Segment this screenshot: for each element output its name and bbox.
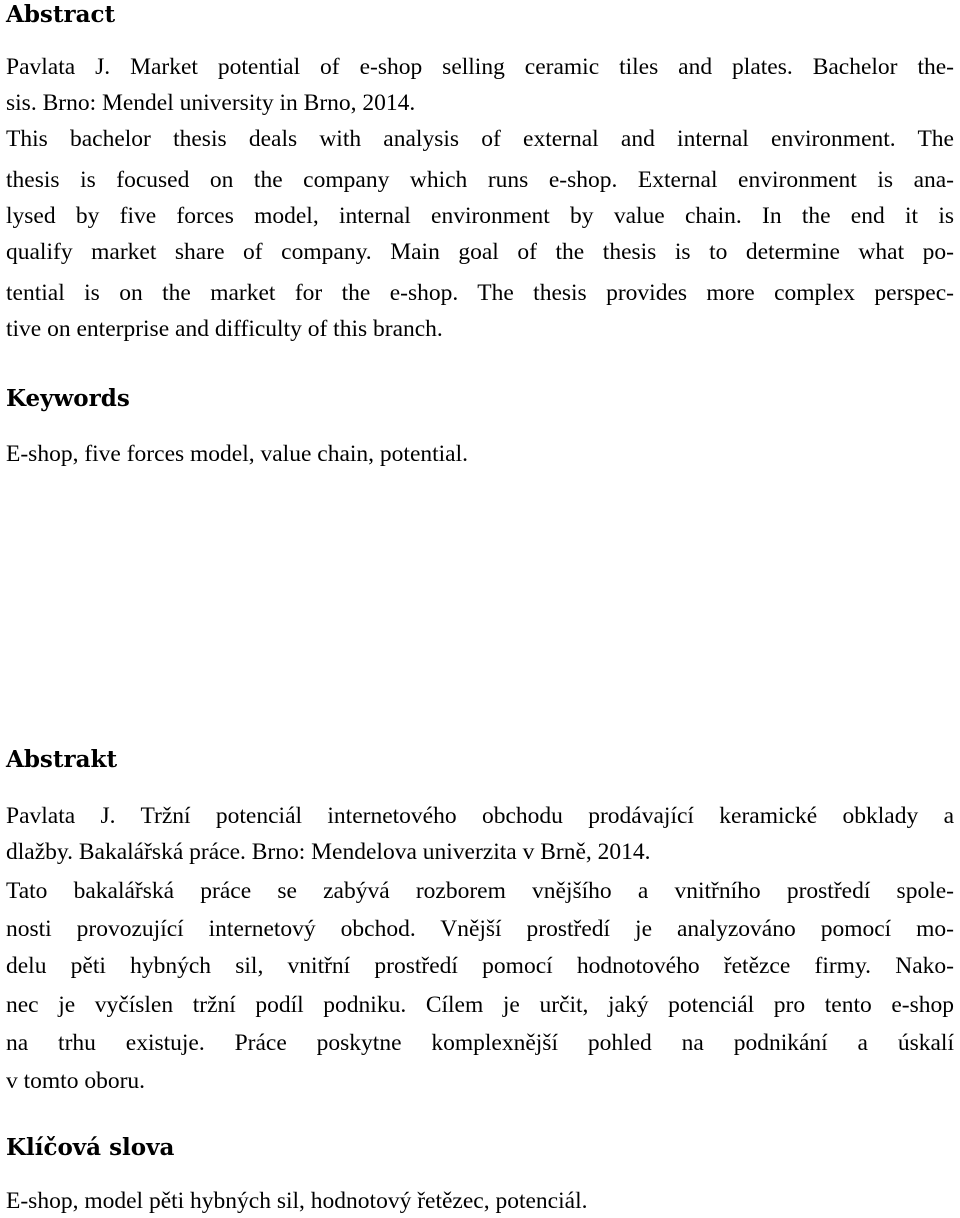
abstrakt-heading: Abstrakt <box>6 746 118 773</box>
abstrakt-line: nosti provozující internetový obchod. Vnější prostředí je analyzováno pomocí mo- <box>6 916 954 942</box>
abstrakt-line: v tomto oboru. <box>6 1068 146 1094</box>
abstract-line: This bachelor thesis deals with analysis of external and internal environment. The <box>6 126 954 152</box>
abstract-line: tential is on the market for the e-shop. The thesis provides more complex perspec- <box>6 280 954 306</box>
abstract-line: lysed by five forces model, internal environment by value chain. In the end it is <box>6 203 954 229</box>
abstract-heading: Abstract <box>6 1 116 28</box>
abstrakt-line: na trhu existuje. Práce poskytne komplexnější pohled na podnikání a úskalí <box>6 1030 954 1056</box>
klicova-slova-heading: Klíčová slova <box>6 1134 175 1161</box>
keywords-heading: Keywords <box>6 385 130 412</box>
abstract-line: tive on enterprise and difficulty of this branch. <box>6 316 443 342</box>
abstract-line: thesis is focused on the company which runs e-shop. External environment is ana- <box>6 167 954 193</box>
abstract-line: sis. Brno: Mendel university in Brno, 2014. <box>6 90 416 116</box>
klicova-slova-text: E-shop, model pěti hybných sil, hodnotový řetězec, potenciál. <box>6 1188 588 1214</box>
abstrakt-line: dlažby. Bakalářská práce. Brno: Mendelova univerzita v Brně, 2014. <box>6 839 651 865</box>
keywords-text: E-shop, five forces model, value chain, potential. <box>6 441 469 467</box>
abstract-line: Pavlata J. Market potential of e-shop selling ceramic tiles and plates. Bachelor the- <box>6 54 954 80</box>
abstrakt-line: delu pěti hybných sil, vnitřní prostředí pomocí hodnotového řetězce firmy. Nako- <box>6 953 954 979</box>
abstrakt-line: Tato bakalářská práce se zabývá rozborem vnějšího a vnitřního prostředí spole- <box>6 878 954 904</box>
abstrakt-line: Pavlata J. Tržní potenciál internetového obchodu prodávající keramické obklady a <box>6 803 954 829</box>
abstrakt-line: nec je vyčíslen tržní podíl podniku. Cílem je určit, jaký potenciál pro tento e-shop <box>6 992 954 1018</box>
abstract-line: qualify market share of company. Main goal of the thesis is to determine what po- <box>6 239 954 265</box>
